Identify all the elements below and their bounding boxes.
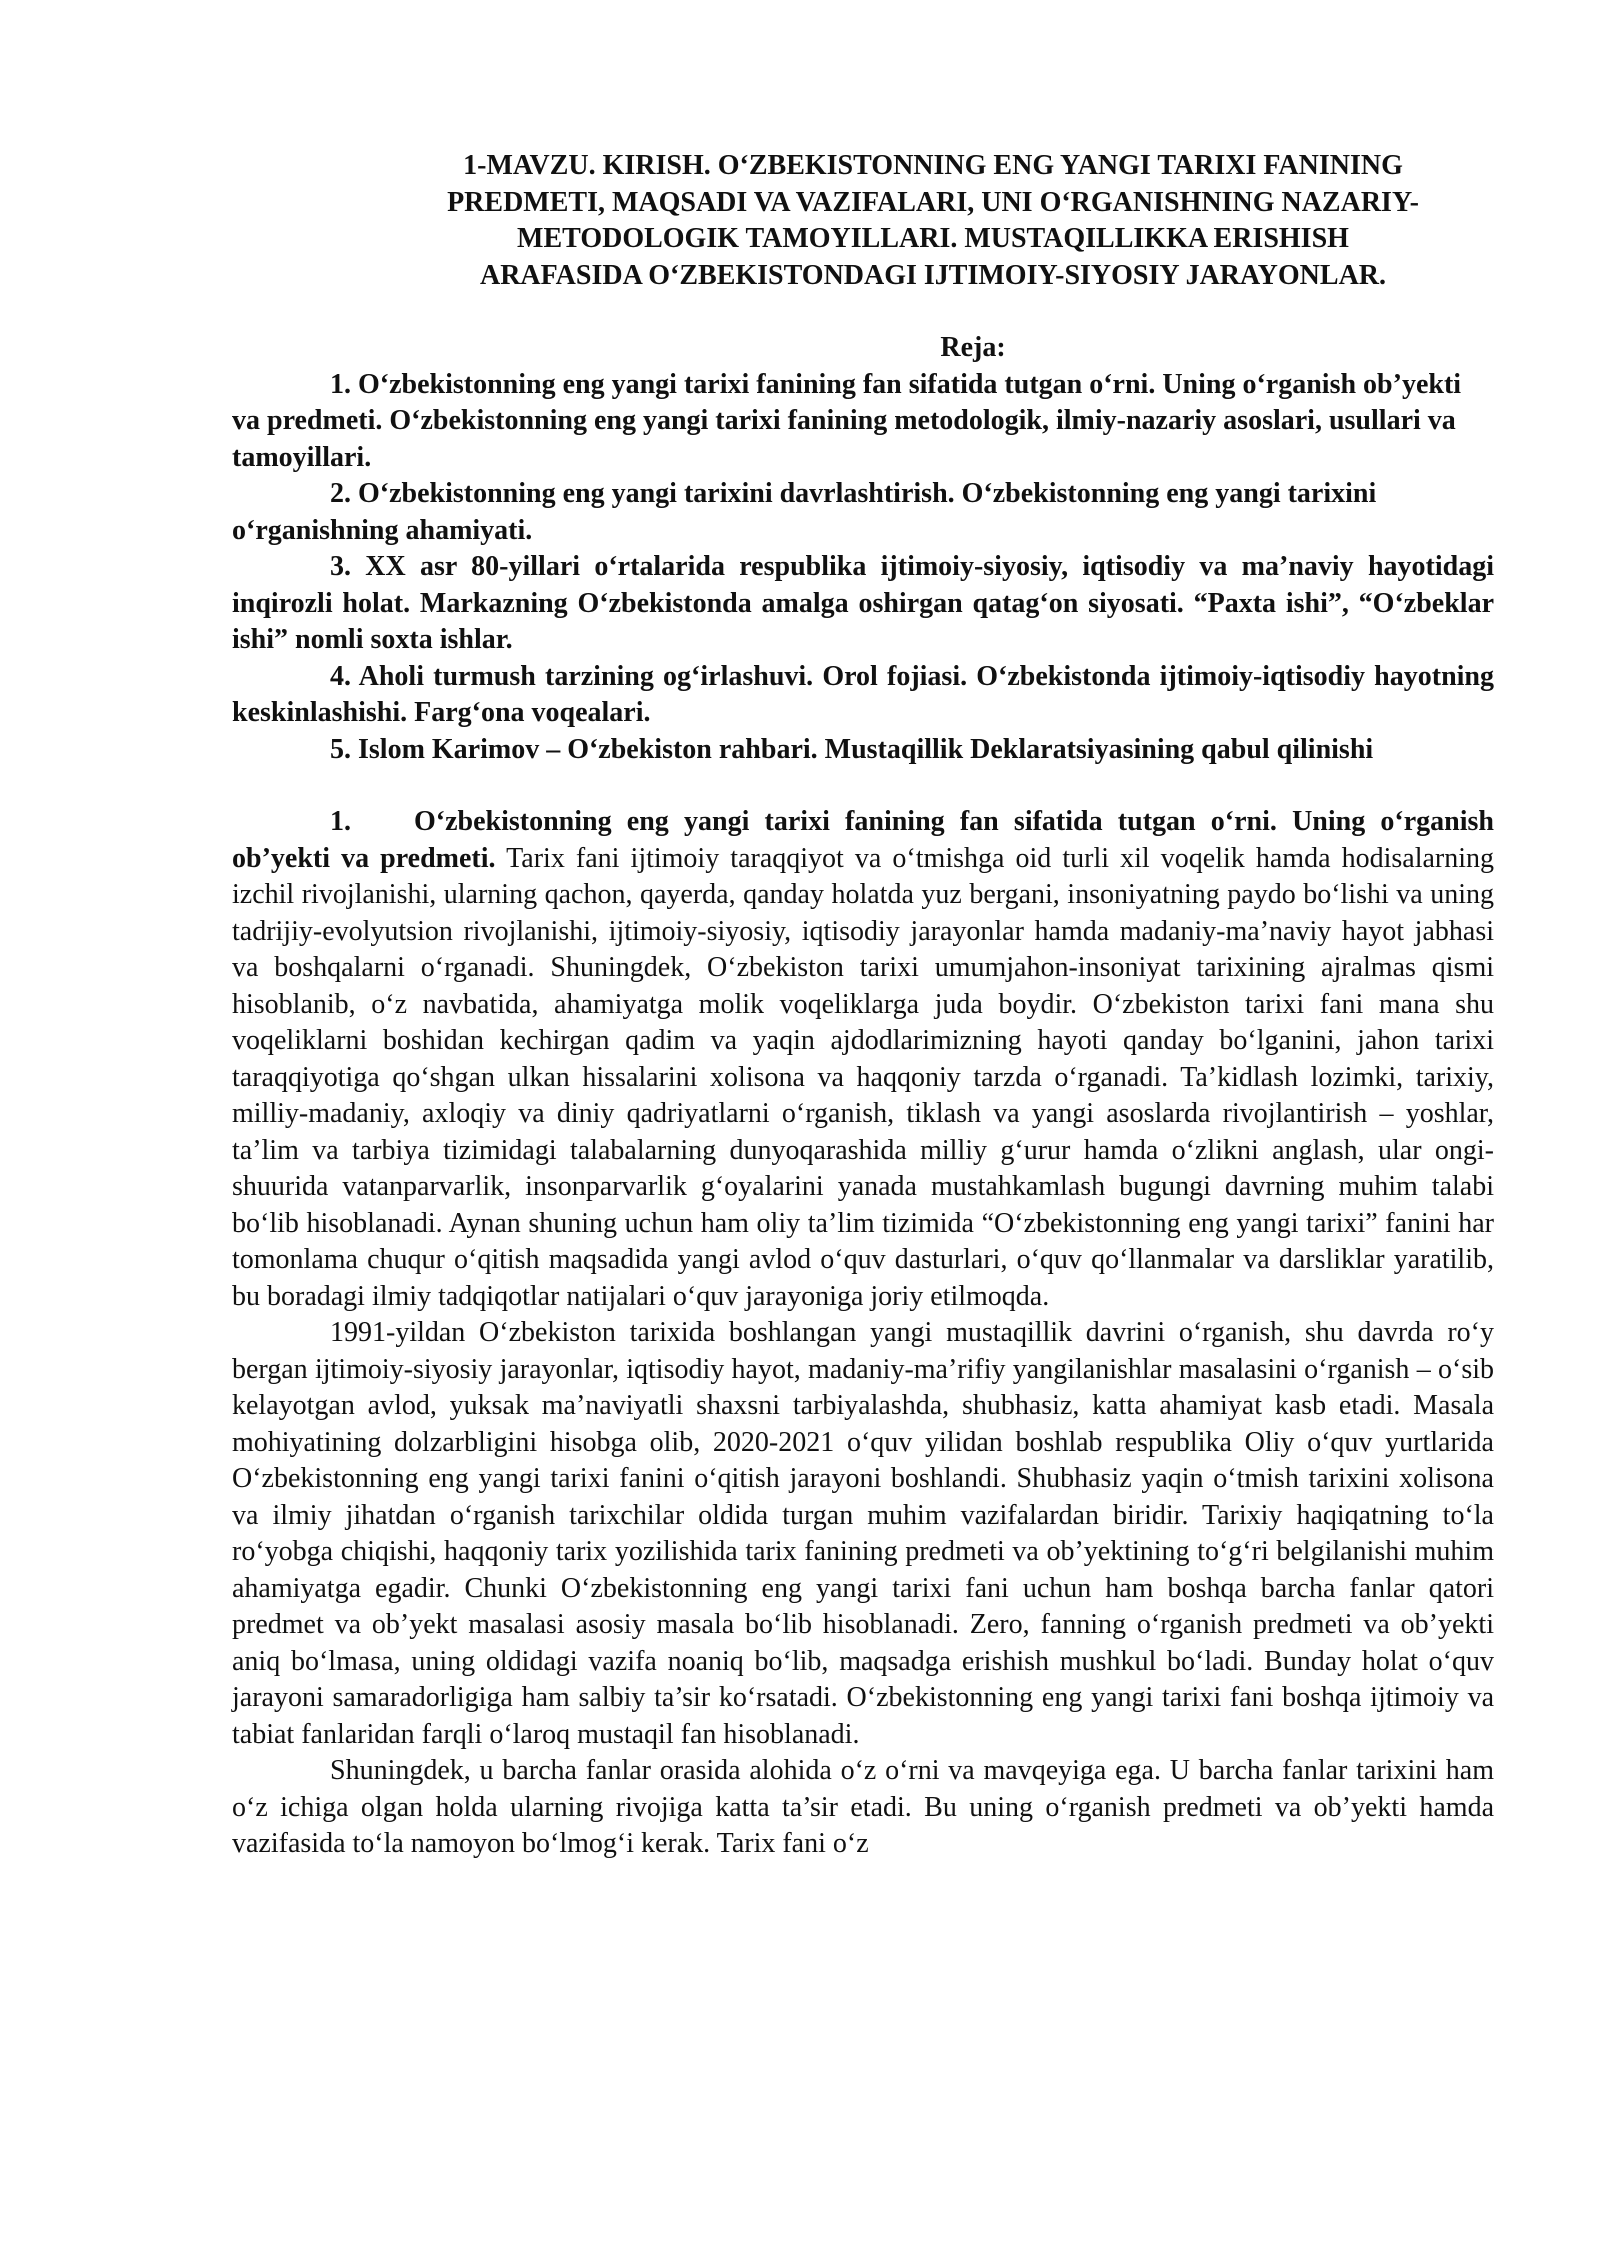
section-1-paragraph-3: Shuningdek, u barcha fanlar orasida alohida o‘z o‘rni va mavqeyiga ega. U barcha fanlar tarixini ham o‘z ichiga olgan holda ularning rivojiga katta ta’sir etadi. Bu uning o‘rganish predmeti va ob’yekti hamda vazifasida to‘la namoyon bo‘lmog‘i kerak. Tarix fani o‘z xyxy=(232,1755,1494,1859)
plan-item-1: 1. O‘zbekistonning eng yangi tarixi fanining fan sifatida tutgan o‘rni. Uning o‘rganish ob’yekti va predmeti. O‘zbekistonning eng yangi tarixi fanining metodologik, ilmiy-nazariy asoslari, usullari va tamoyillari. xyxy=(232,368,1462,473)
title-line: PREDMETI, MAQSADI VA VAZIFALARI, UNI O‘RGANISHNING NAZARIY- xyxy=(447,186,1419,218)
paragraph-text: Tarix fani ijtimoiy taraqqiyot va o‘tmishga oid turli xil voqelik hamda hodisalarning izchil rivojlanishi, ularning qachon, qayerda, qanday holatda yuz bergani, insoniyatning paydo bo‘lishi va uning tadrijiy-evolyutsion rivojlanishi, ijtimoiy-siyosiy, iqtisodiy jarayonlar hamda madaniy-ma’naviy hayot jabhasi va boshqalarni o‘rganadi. Shuningdek, O‘zbekiston tarixi umumjahon-insoniyat tarixining ajralmas qismi hisoblanib, o‘z navbatida, ahamiyatga molik voqeliklarga juda boydir. O‘zbekiston tarixi fani mana shu voqeliklarni boshidan kechirgan qadim va yaqin ajdodlarimizning hayoti qanday bo‘lganini, jahon tarixi taraqqiyotiga qo‘shgan ulkan hissalarini xolisona va haqqoniy tarzda o‘rganadi. Ta’kidlash lozimki, tarixiy, milliy-madaniy, axloqiy va diniy qadriyatlarni o‘rganish, tiklash va yangi asoslarda rivojlantirish – yoshlar, ta’lim va tarbiya tizimidagi talabalarning dunyoqarashida milliy g‘urur hamda o‘zlikni anglash, ular ongi-shuurida vatanparvarlik, insonparvarlik g‘oyalarini yanada mustahkamlash bugungi davrning muhim talabi bo‘lib hisoblanadi. Aynan shuning uchun ham oliy ta’lim tizimida “O‘zbekistonning eng yangi tarixi” fanini har tomonlama chuqur o‘qitish maqsadida yangi avlod o‘quv dasturlari, o‘quv qo‘llanmalar va darsliklar yaratilib, bu boradagi ilmiy tadqiqotlar natijalari o‘quv jarayoniga joriy etilmoqda. xyxy=(232,842,1495,1312)
document-page xyxy=(232,148,1494,1863)
plan-item-4: 4. Aholi turmush tarzining og‘irlashuvi. Orol fojiasi. O‘zbekistonda ijtimoiy-iqtisodiy hayotning keskinlashishi. Farg‘ona voqealari. xyxy=(232,660,1494,728)
plan-list xyxy=(232,367,1494,769)
plan-item-3: 3. XX asr 80-yillari o‘rtalarida respublika ijtimoiy-siyosiy, iqtisodiy va ma’naviy hayotidagi inqirozli holat. Markazning O‘zbekistonda amalga oshirgan qatag‘on siyosati. “Paxta ishi”, “O‘zbeklar ishi” nomli soxta ishlar. xyxy=(232,551,1494,655)
title-line: METODOLOGIK TAMOYILLARI. MUSTAQILLIKKA ERISHISH xyxy=(517,223,1349,254)
title-line: 1-MAVZU. KIRISH. O‘ZBEKISTONNING ENG YANGI TARIXI FANINING xyxy=(463,150,1403,181)
title-line: ARAFASIDA O‘ZBEKISTONDAGI IJTIMOIY-SIYOSIY JARAYONLAR. xyxy=(479,259,1387,291)
section-heading: O‘zbekistonning eng yangi tarixi fanining fan sifatida tutgan o‘rni. Uning o‘rganish ob’yekti va predmeti. xyxy=(232,806,1494,874)
section-1-paragraph-2: 1991-yildan O‘zbekiston tarixida boshlangan yangi mustaqillik davrini o‘rganish, shu davrda ro‘y bergan ijtimoiy-siyosiy jarayonlar, iqtisodiy hayot, madaniy-ma’rifiy yangilanishlar masalasini o‘rganish – o‘sib kelayotgan avlod, yuksak ma’naviyatli shaxsni tarbiyalashda, shubhasiz, katta ahamiyat kasb etadi. Masala mohiyatining dolzarbligini hisobga olib, 2020-2021 o‘quv yilidan boshlab respublika Oliy o‘quv yurtlarida O‘zbekistonning eng yangi tarixi fanini o‘qitish jarayoni boshlandi. Shubhasiz yaqin o‘tmish tarixini xolisona va ilmiy jihatdan o‘rganish tarixchilar oldida turgan muhim vazifalardan biridir. Tarixiy haqiqatning to‘la ro‘yobga chiqishi, haqqoniy tarix yozilishida tarix fanining predmeti va ob’yektining to‘g‘ri belgilanishi muhim ahamiyatga egadir. Chunki O‘zbekistonning eng yangi tarixi fani uchun ham boshqa barcha fanlar qatori predmet va ob’yekt masalasi asosiy masala bo‘lib hisoblanadi. Zero, fanning o‘rganish predmeti va ob’yekti aniq bo‘lmasa, uning oldidagi vazifa noaniq bo‘lib, maqsadga erishish mushkul bo‘ladi. Bunday holat o‘quv jarayoni samaradorligiga ham salbiy ta’sir ko‘rsatadi. O‘zbekistonning eng yangi tarixi fani boshqa ijtimoiy va tabiat fanlaridan farqli o‘laroq mustaqil fan hisoblanadi. xyxy=(232,1317,1494,1750)
section-1 xyxy=(232,804,1494,1863)
plan-item-5: 5. Islom Karimov – O‘zbekiston rahbari. Mustaqillik Deklaratsiyasining qabul qilinishi xyxy=(330,733,1374,765)
plan-item-2: 2. O‘zbekistonning eng yangi tarixini davrlashtirish. O‘zbekistonning eng yangi tarixini o‘rganishning ahamiyati. xyxy=(232,478,1377,546)
plan-heading: Reja: xyxy=(940,332,1006,363)
section-number: 1. xyxy=(330,806,351,837)
section-1-paragraph-1 xyxy=(232,804,1494,1315)
topic-title xyxy=(232,148,1494,294)
